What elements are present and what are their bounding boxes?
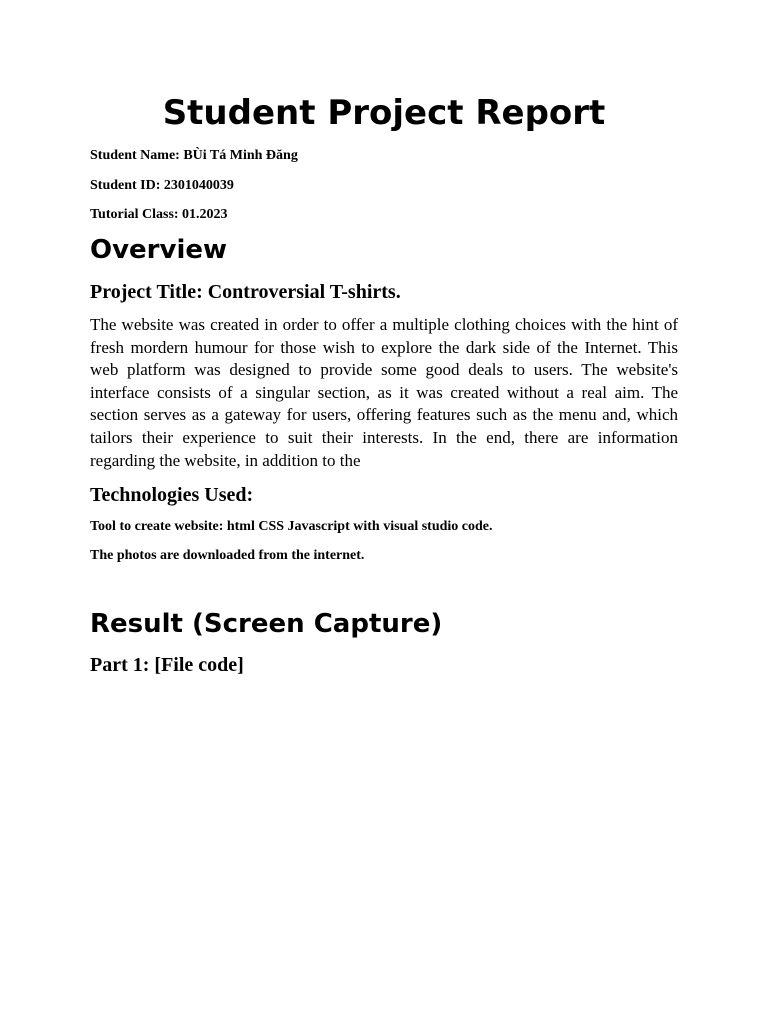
technologies-tool: Tool to create website: html CSS Javascript with visual studio code. bbox=[90, 519, 493, 534]
result-heading: Result (Screen Capture) bbox=[90, 609, 443, 639]
tutorial-class: Tutorial Class: 01.2023 bbox=[90, 207, 228, 222]
page-title: Student Project Report bbox=[162, 93, 606, 133]
overview-description: The website was created in order to offer a multiple clothing choices with the hint of fresh mordern humour for those wish to explore the dark side of the Internet. This web platform was designed to provide some good deals to users. The website's interface consists of a singular section, as it was created without a real aim. The section serves as a gateway for users, offering features such as the menu and, which tailors their experience to suit their interests. In the end, there are information regarding the website, in addition to the bbox=[90, 315, 678, 470]
project-title: Project Title: Controversial T-shirts. bbox=[90, 281, 401, 303]
overview-heading: Overview bbox=[90, 235, 228, 265]
technologies-heading: Technologies Used: bbox=[90, 484, 254, 506]
result-part1-heading: Part 1: [File code] bbox=[90, 654, 244, 676]
technologies-photos: The photos are downloaded from the internet. bbox=[90, 548, 365, 563]
student-name: Student Name: BÙi Tá Minh Đăng bbox=[90, 148, 298, 163]
student-id: Student ID: 2301040039 bbox=[90, 178, 234, 193]
